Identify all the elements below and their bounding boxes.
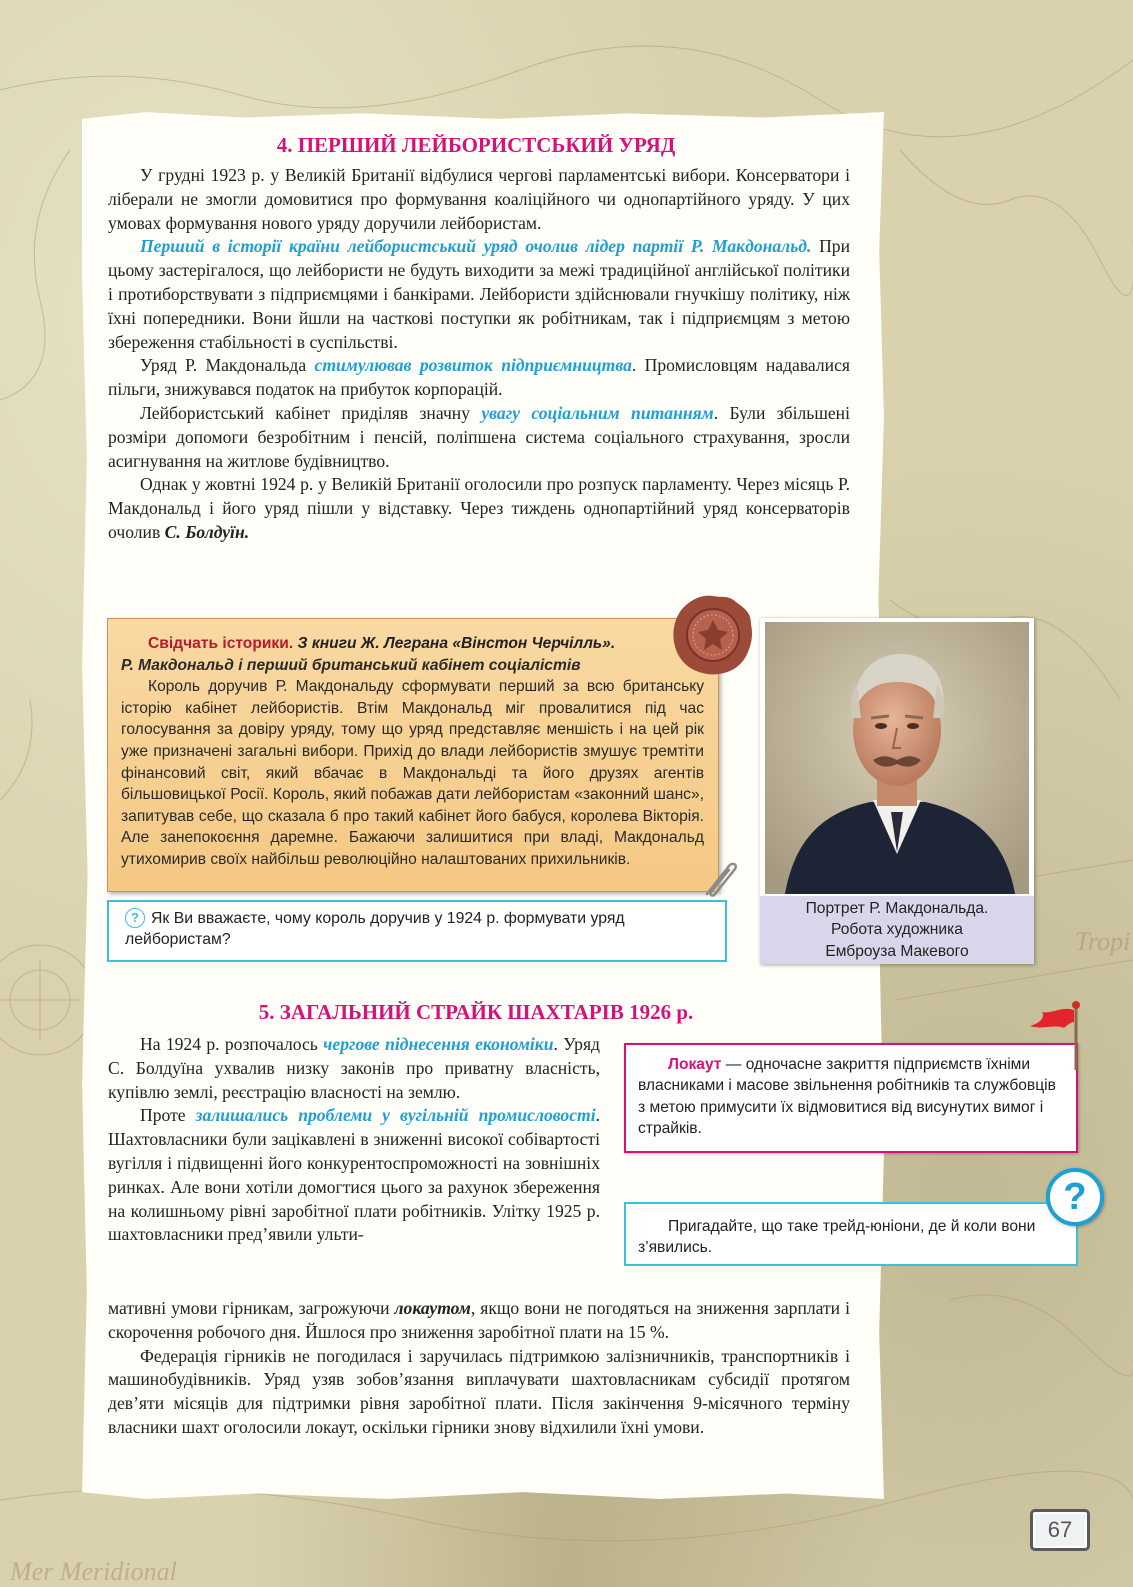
section-5-text-wide [108, 1297, 850, 1440]
paragraph: Уряд Р. Макдональда стимулював розвиток підприємництва. Промисловцям надавалися пільги, знижувався податок на прибуток корпорацій. [108, 355, 850, 400]
question-text: Як Ви вважаєте, чому король доручив у 1924 р. формувати уряд лейбористам? [125, 910, 625, 948]
name-emphasis: С. Болдуїн. [164, 521, 250, 542]
section-5-text-narrow [108, 1033, 600, 1247]
quote-body: Король доручив Р. Макдональду сформувати перший за всю британську історію кабінет лейбористів. Втім Макдональд міг провалитися під час голосування за довіру уряду, тому що уряд представляє меншість і на цей рік уже призначені загальні вибори. Прихід до влади лейбористів змушує тремтіти фінансовий світ, який вбачає в Макдональді та його друзях агентів більшовицької Росії. Король, який побажав дати лейбористам «законний шанс», запитував себе, що сказала б про такий кабінет його бабуся, королева Вікторія. Але занепокоєння даремне. Бажаючи залишитися при владі, Макдональд утихомирив своїх найбільш революційно налаштованих прихильників. [121, 678, 704, 868]
wax-seal-icon [672, 594, 754, 676]
paragraph: Федерація гірників не погодилася і заручилась підтримкою залізничників, транспортників і машинобудівників. Уряд узяв зобов’язання виплачувати шахтовласникам субсидії протягом дев’яти місяців для підтримки рівня заробітної плати. Після закінчення 9-місячного терміну власники шахт оголосили локаут, оскільки гірники знову відхилили їхні умови. [108, 1345, 850, 1437]
quote-subtitle: Р. Макдональд і перший британський кабінет соціалістів [121, 656, 581, 674]
map-label: Tropi [1075, 927, 1131, 956]
definition-term: Локаут [668, 1056, 722, 1073]
paragraph: Перший в історії країни лейбористський уряд очолив лідер партії Р. Макдональд. При цьому застерігалося, що лейбористи не будуть виходити за межі традиційної англійської політики і протиборствувати з підприємцями і банкірами. Лейбористи здійснювали гнучкішу політику, ніж їхні попередники. Вони йшли на часткові поступки як робітникам, так і підприємцям з метою збереження стабільності в суспільстві. [108, 236, 850, 352]
paragraph: На 1924 р. розпочалось чергове піднесення економіки. Уряд С. Болдуїна ухвалив низку законів про приватну власність, купівлю землі, реєстрацію власності на землю. [108, 1034, 600, 1102]
paragraph: мативні умови гірникам, загрожуючи локаутом, якщо вони не погодяться на зниження зарплати і скорочення робочого дня. Йшлося про зниження заробітної плати на 15 %. [108, 1298, 850, 1342]
question-icon: ? [125, 908, 145, 928]
term-emphasis: локаутом [394, 1298, 471, 1318]
question-mark-icon: ? [1046, 1168, 1104, 1226]
key-phrase: залишались проблеми у вугільній промисловості [195, 1105, 596, 1126]
portrait-image [765, 622, 1029, 894]
section-5-heading: 5. ЗАГАЛЬНИЙ СТРАЙК ШАХТАРІВ 1926 р. [258, 1000, 694, 1024]
page-number: 67 [1030, 1509, 1090, 1551]
portrait-caption: Портрет Р. Макдональда. Робота художника Емброуза Макевого [760, 896, 1034, 964]
key-phrase: чергове піднесення економіки [323, 1034, 554, 1054]
paperclip-icon [697, 856, 743, 902]
reminder-box [624, 1202, 1078, 1266]
quote-source-label: Свідчать історики. [148, 635, 294, 652]
key-phrase: стимулював розвиток підприємництва [314, 355, 632, 376]
paragraph: Однак у жовтні 1924 р. у Великій Британії оголосили про розпуск парламенту. Через місяць Р. Макдональд і його уряд пішли у відставку. Через тиждень однопартійний уряд консерваторів очолив С. Болдуїн. [108, 474, 850, 542]
quote-book-title: З книги Ж. Леграна «Вінстон Черчілль». [293, 635, 616, 652]
paragraph: Проте залишались проблеми у вугільній промисловості. Шахтовласники були зацікавлені в зниженні високої собівартості вугілля і підвищенні його конкурентоспроможності на зовнішніх ринках. Але вони хотіли домогтися цього за рахунок збереження на колишньому рівні заробітної плати робітників. Улітку 1925 р. шахтовласники пред’явили ульти- [108, 1105, 600, 1245]
key-phrase: Перший в історії країни лейбористський уряд очолив лідер партії Р. Макдональд. [140, 236, 812, 257]
section-4-text [108, 164, 850, 545]
key-phrase: увагу соціальним питанням [481, 402, 714, 423]
paragraph: У грудні 1923 р. у Великій Британії відбулися чергові парламентські вибори. Консерватори і ліберали не змогли домовитися про формування коаліційного чи однопартійного уряду. У цих умовах формування нового уряду доручили лейбористам. [108, 165, 850, 233]
paragraph: Лейбористський кабінет приділяв значну увагу соціальним питанням. Були збільшені розміри допомоги безробітним і пенсій, поліпшена система соціального страхування, зросли асигнування на житлове будівництво. [108, 402, 850, 471]
reminder-text: Пригадайте, що таке трейд-юніони, де й коли вони з’явились. [638, 1218, 1036, 1257]
definition-text: — одночасне закриття підприємств їхніми власниками і масове звільнення робітників та службовців з метою примусити їх відмовитися від висунутих вимог і страйків. [638, 1056, 1056, 1138]
historians-quote-box [107, 618, 719, 892]
map-label: Mer Meridional [10, 1557, 177, 1586]
portrait-frame [760, 618, 1034, 964]
section-4-heading: 4. ПЕРШИЙ ЛЕЙБОРИСТСЬКИЙ УРЯД [276, 133, 676, 157]
definition-box [624, 1043, 1078, 1153]
question-box [107, 900, 727, 962]
flag-icon [1028, 1000, 1088, 1070]
